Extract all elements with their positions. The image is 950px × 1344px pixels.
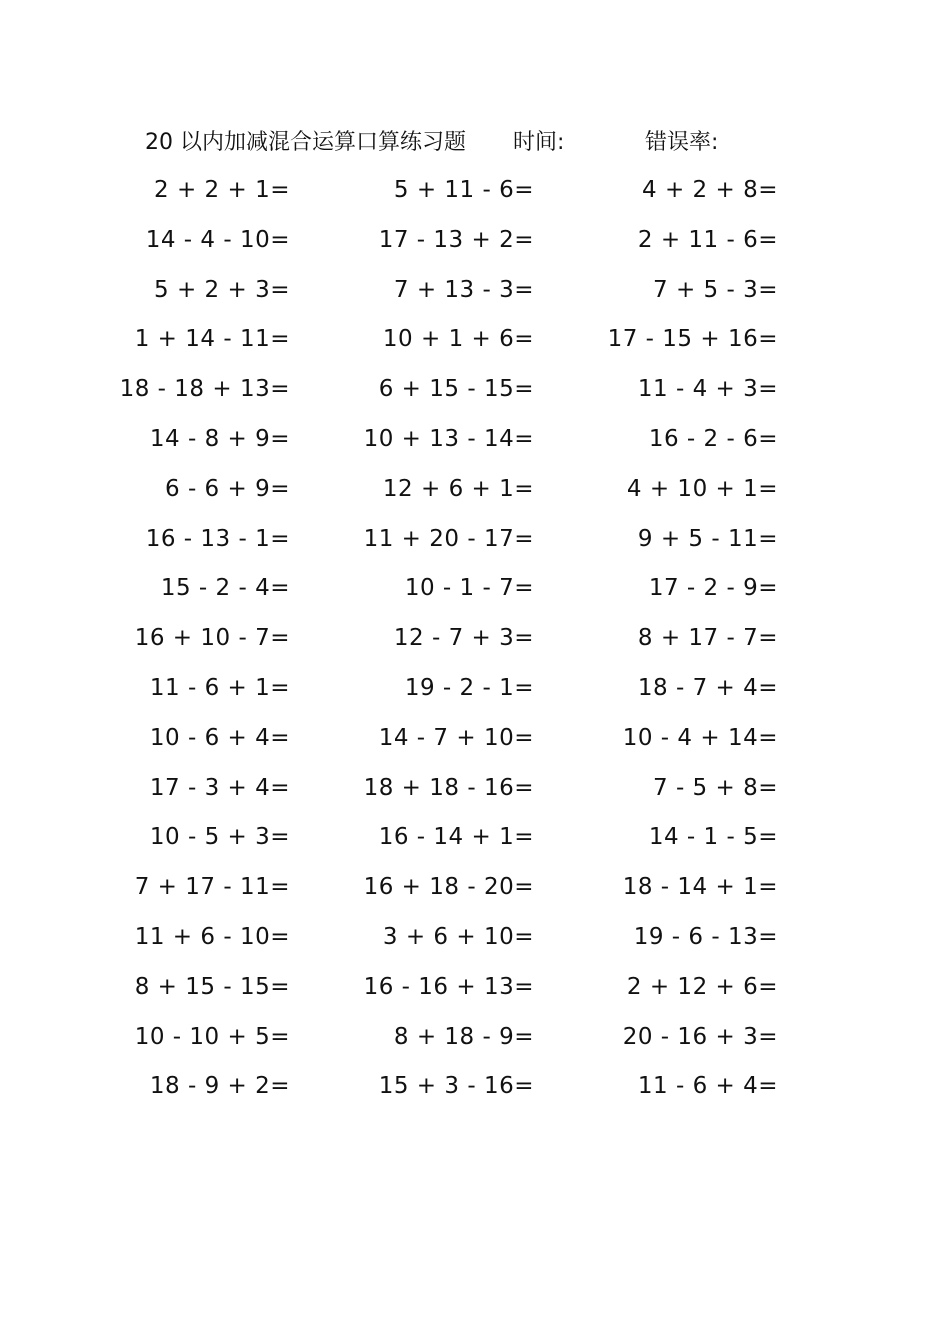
- arithmetic-problem: 5 + 2 + 3=: [154, 276, 290, 303]
- arithmetic-problem: 8 + 15 - 15=: [134, 973, 290, 1000]
- error-rate-label: 错误率:: [645, 130, 719, 155]
- arithmetic-problem: 17 - 15 + 16=: [607, 326, 778, 353]
- worksheet-header: [145, 126, 825, 160]
- arithmetic-problem: 11 - 6 + 4=: [637, 1073, 778, 1100]
- arithmetic-problem: 12 + 6 + 1=: [382, 475, 534, 502]
- arithmetic-problem: 18 - 7 + 4=: [637, 675, 778, 701]
- time-label: 时间:: [513, 130, 565, 155]
- arithmetic-problem: 19 - 6 - 13=: [633, 924, 778, 950]
- arithmetic-problem: 4 + 2 + 8=: [642, 177, 778, 203]
- arithmetic-problem: 8 + 17 - 7=: [637, 625, 778, 652]
- arithmetic-problem: 10 + 13 - 14=: [363, 426, 534, 452]
- arithmetic-problem: 15 - 2 - 4=: [160, 575, 290, 602]
- arithmetic-problem: 10 - 5 + 3=: [149, 824, 290, 851]
- arithmetic-problem: 7 + 13 - 3=: [393, 276, 534, 303]
- worksheet-title: 20 以内加减混合运算口算练习题: [145, 130, 466, 155]
- arithmetic-problem: 12 - 7 + 3=: [393, 625, 534, 652]
- arithmetic-problem: 16 + 18 - 20=: [363, 874, 534, 901]
- arithmetic-problem: 14 - 7 + 10=: [378, 724, 534, 751]
- arithmetic-problem: 18 - 18 + 13=: [119, 376, 290, 403]
- arithmetic-problem: 2 + 12 + 6=: [626, 973, 778, 1000]
- arithmetic-problem: 1 + 14 - 11=: [134, 326, 290, 353]
- arithmetic-problem: 2 + 11 - 6=: [637, 226, 778, 253]
- arithmetic-problem: 15 + 3 - 16=: [378, 1073, 534, 1100]
- arithmetic-problem: 16 - 2 - 6=: [648, 426, 778, 452]
- arithmetic-problem: 2 + 2 + 1=: [154, 177, 290, 203]
- arithmetic-problem: 11 + 6 - 10=: [134, 924, 290, 950]
- arithmetic-problem: 14 - 8 + 9=: [149, 426, 290, 452]
- arithmetic-problem: 6 + 15 - 15=: [378, 376, 534, 403]
- arithmetic-problem: 11 + 20 - 17=: [363, 525, 534, 552]
- arithmetic-problem: 16 - 13 - 1=: [145, 525, 290, 552]
- arithmetic-problem: 7 - 5 + 8=: [653, 774, 778, 801]
- arithmetic-problem: 14 - 1 - 5=: [648, 824, 778, 851]
- arithmetic-problem: 17 - 2 - 9=: [648, 575, 778, 602]
- arithmetic-problem: 10 - 4 + 14=: [622, 724, 778, 751]
- arithmetic-problem: 16 + 10 - 7=: [134, 625, 290, 652]
- arithmetic-problem: 11 - 4 + 3=: [637, 376, 778, 403]
- arithmetic-problem: 18 - 14 + 1=: [622, 874, 778, 901]
- arithmetic-problem: 10 + 1 + 6=: [382, 326, 534, 353]
- arithmetic-problem: 9 + 5 - 11=: [637, 525, 778, 552]
- arithmetic-problem: 5 + 11 - 6=: [393, 177, 534, 203]
- arithmetic-problem: 16 - 14 + 1=: [378, 824, 534, 851]
- arithmetic-problem: 8 + 18 - 9=: [393, 1023, 534, 1050]
- arithmetic-problem: 10 - 1 - 7=: [404, 575, 534, 602]
- arithmetic-problem: 14 - 4 - 10=: [145, 226, 290, 253]
- arithmetic-problem: 4 + 10 + 1=: [626, 475, 778, 502]
- arithmetic-problem: 18 + 18 - 16=: [363, 774, 534, 801]
- arithmetic-problem: 3 + 6 + 10=: [382, 924, 534, 950]
- arithmetic-problem: 7 + 17 - 11=: [134, 874, 290, 901]
- arithmetic-problem: 7 + 5 - 3=: [653, 276, 778, 303]
- arithmetic-problem: 18 - 9 + 2=: [149, 1073, 290, 1100]
- arithmetic-problem: 10 - 6 + 4=: [149, 724, 290, 751]
- arithmetic-problem: 19 - 2 - 1=: [404, 675, 534, 701]
- arithmetic-problem: 16 - 16 + 13=: [363, 973, 534, 1000]
- arithmetic-problem: 17 - 3 + 4=: [149, 774, 290, 801]
- arithmetic-problem: 11 - 6 + 1=: [149, 675, 290, 701]
- arithmetic-problem: 10 - 10 + 5=: [134, 1023, 290, 1050]
- arithmetic-problem: 20 - 16 + 3=: [622, 1023, 778, 1050]
- arithmetic-problem: 17 - 13 + 2=: [378, 226, 534, 253]
- arithmetic-problem: 6 - 6 + 9=: [165, 475, 290, 502]
